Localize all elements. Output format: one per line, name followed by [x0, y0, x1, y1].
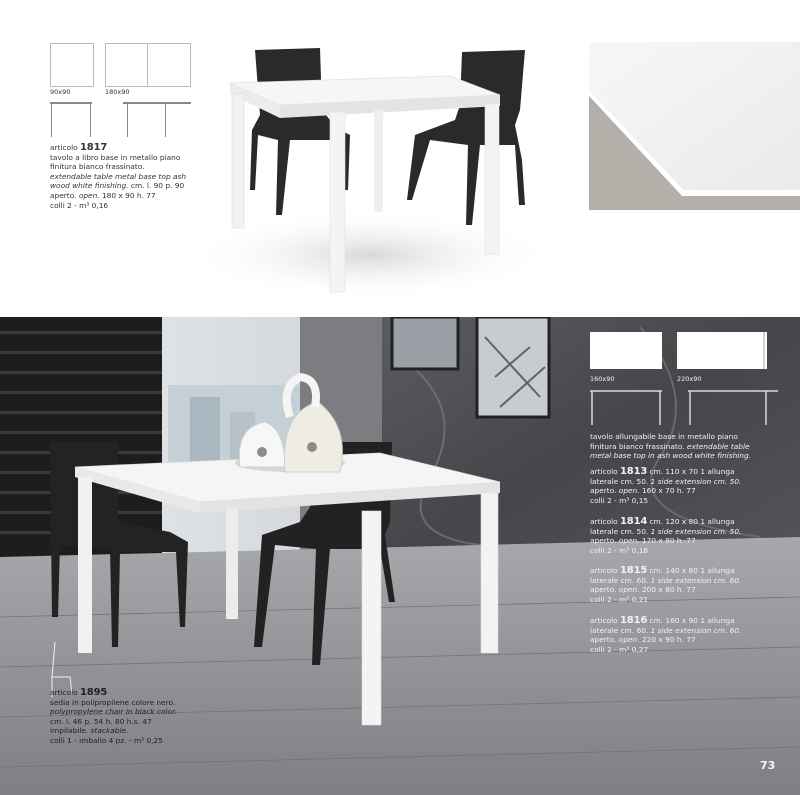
elevation-leg [90, 104, 91, 137]
elevation-top-small [50, 102, 92, 104]
open-en: open. [78, 190, 100, 200]
size-label-220x90: 220x90 [677, 375, 702, 383]
article-dims: cm. 110 x 70 1 allunga [647, 467, 735, 476]
table-leg [485, 104, 499, 254]
article-1895-block [50, 688, 250, 746]
desc-it-line2: finitura bianco frassinato. [50, 162, 145, 172]
square-table-photo [180, 40, 560, 305]
ext-en: 1 side extension cm. 50. [648, 476, 742, 486]
sculpture-ball [307, 442, 317, 452]
article-prefix: articolo [50, 688, 78, 697]
article-1816-block [590, 616, 795, 654]
open-dims: 170 x 80 h. 77 [639, 536, 696, 546]
ext-it: laterale cm. 50. [590, 526, 649, 536]
elevation-leg [51, 104, 52, 137]
table-leg [374, 110, 383, 212]
article-prefix: articolo [50, 143, 78, 152]
packages: colli 2 - m³ 0,15 [590, 495, 649, 505]
chair-right [407, 50, 525, 225]
open-en: open. [616, 635, 640, 645]
top-section [0, 0, 800, 315]
table-leg [330, 112, 345, 292]
stack-it: impilabile. [50, 726, 89, 736]
ext-en: 1 side extension cm. 60. [648, 625, 742, 635]
article-dims: cm. 160 x 90 1 allunga [647, 616, 735, 625]
open-en: open. [616, 536, 640, 546]
size-label-160x90: 160x90 [590, 375, 615, 383]
article-1813-block [590, 467, 795, 505]
elevation-leg [127, 104, 128, 137]
desc-it-line1: tavolo allungabile base in metallo piano [590, 432, 738, 441]
desc-it-line2: finitura bianco frassinato. [590, 441, 685, 451]
chair-dims: cm. l. 46 p. 54 h. 80 h.s. 47 [50, 716, 152, 726]
article-number: 1813 [620, 466, 648, 477]
article-1815-block [590, 566, 795, 604]
spec-diagram-160x90 [590, 332, 662, 369]
open-en: open. [616, 486, 640, 496]
painting-left [392, 317, 458, 369]
tabletop-corner-detail [589, 42, 800, 210]
article-prefix: articolo [590, 467, 618, 476]
desc-it-line1: tavolo a libro base in metallo piano [50, 152, 181, 162]
chair-desc-it: sedia in polipropilene colore nero. [50, 697, 176, 707]
elevation-leg [165, 104, 166, 137]
stack-en: stackable. [88, 726, 129, 736]
open-it: aperto. [590, 585, 617, 595]
desc-en-line2: wood white finishing. [50, 181, 129, 191]
packages: colli 2 - m³ 0,21 [590, 594, 649, 604]
size-label-180x90: 180x90 [105, 88, 130, 96]
article-prefix: articolo [590, 566, 618, 575]
dims-closed: cm. l. 90 p. 90 [128, 181, 185, 191]
page-number: 73 [760, 759, 776, 772]
open-it: aperto. [50, 190, 77, 200]
desc-en-inline: extendable table [686, 441, 750, 451]
packages: colli 2 - m³ 0,18 [590, 545, 649, 555]
ext-en: 1 side extension cm. 50. [648, 526, 742, 536]
ext-it: laterale cm. 50. [590, 476, 649, 486]
plan-diagram-180x90 [105, 43, 191, 87]
desc-en-line2: metal base top in ash wood white finishing. [590, 451, 752, 461]
plan-seam [147, 44, 148, 86]
size-label-90x90: 90x90 [50, 88, 71, 96]
article-number: 1817 [80, 142, 108, 153]
room-table-leg [362, 511, 381, 725]
open-it: aperto. [590, 635, 617, 645]
article-number: 1814 [620, 516, 648, 527]
chair-packages: colli 1 - imballo 4 pz. - m³ 0,25 [50, 735, 163, 745]
desc-en-line1: extendable table metal base top ash [50, 171, 187, 181]
article-dims: cm. 120 x 80 1 allunga [647, 517, 735, 526]
room-table-leg [481, 493, 498, 653]
article-prefix: articolo [590, 616, 618, 625]
spec-diagram-220x90 [677, 332, 767, 369]
plan-diagram-90x90 [50, 43, 94, 87]
open-dims: 220 x 90 h. 77 [639, 635, 696, 645]
packages: colli 2 - m³ 0,27 [590, 644, 649, 654]
open-it: aperto. [590, 486, 617, 496]
article-number: 1815 [620, 565, 648, 576]
open-dims: 200 x 80 h. 77 [639, 585, 696, 595]
extendable-table-desc [590, 432, 795, 461]
ext-it: laterale cm. 60. [590, 575, 649, 585]
ext-en: 1 side extension cm. 60. [648, 575, 742, 585]
article-prefix: articolo [590, 517, 618, 526]
open-en: open. [616, 585, 640, 595]
sculpture-ball [257, 447, 267, 457]
packages: colli 2 - m³ 0,16 [50, 200, 109, 210]
article-dims: cm. 140 x 80 1 allunga [647, 566, 735, 575]
article-number: 1895 [80, 687, 108, 698]
article-1814-block [590, 517, 795, 555]
open-dims: 160 x 70 h. 77 [639, 486, 696, 496]
room-table-leg [78, 477, 92, 653]
chair-desc-en: polypropylene chair in black color. [50, 707, 177, 717]
dims-open: 180 x 90 h. 77 [99, 190, 156, 200]
corner-detail-image [589, 42, 800, 210]
ext-it: laterale cm. 60. [590, 625, 649, 635]
article-number: 1816 [620, 615, 648, 626]
open-it: aperto. [590, 536, 617, 546]
table-leg [232, 94, 244, 228]
room-table-leg [226, 509, 238, 619]
